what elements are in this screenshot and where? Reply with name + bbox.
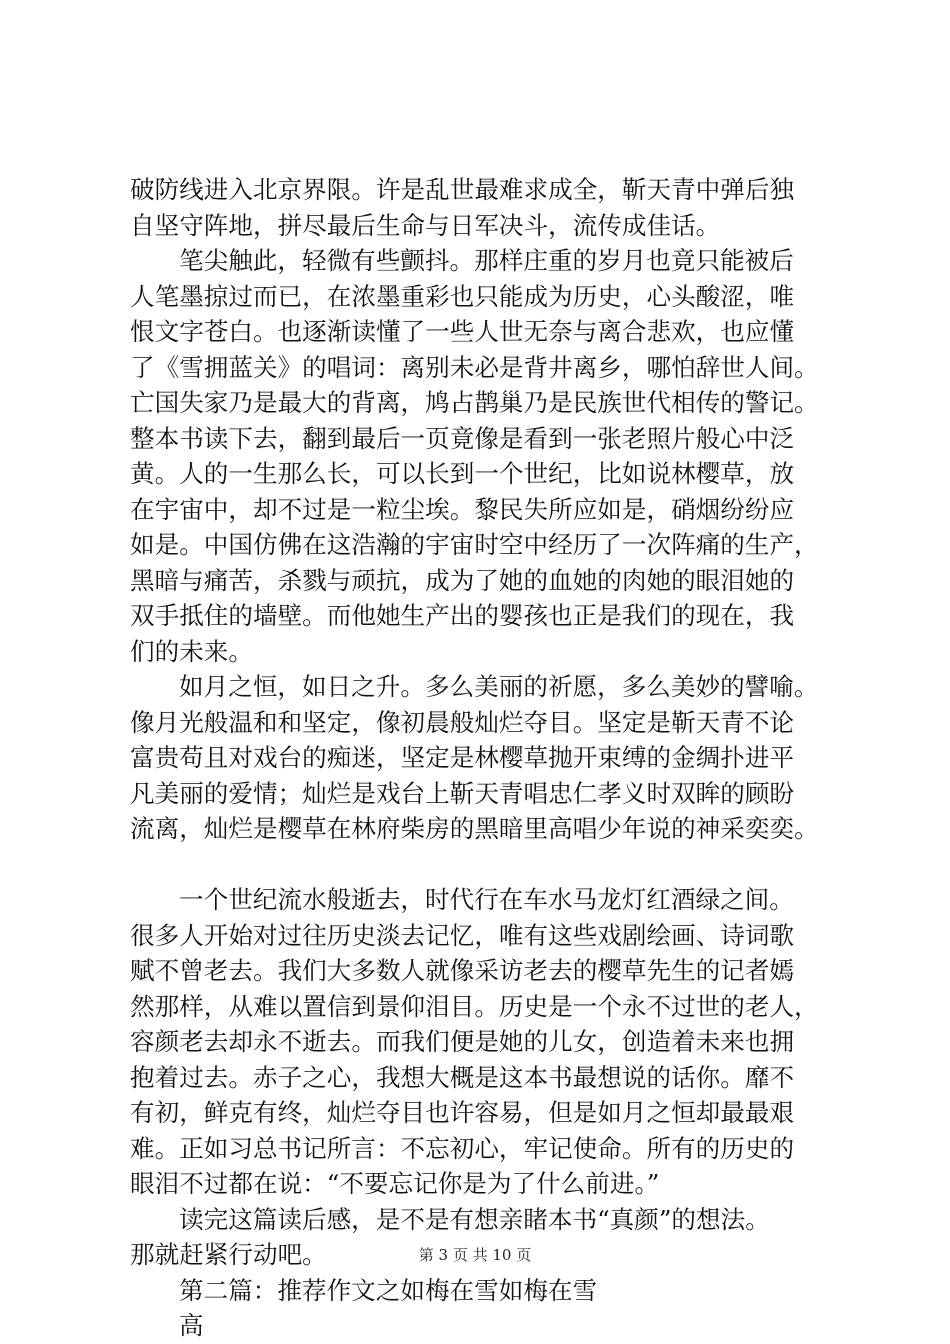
text-line: 很多人开始对过往历史淡去记忆，唯有这些戏剧绘画、诗词歌 bbox=[130, 920, 795, 950]
text-line: 自坚守阵地，拼尽最后生命与日军决斗，流传成佳话。 bbox=[130, 210, 721, 240]
text-line: 在宇宙中，却不过是一粒尘埃。黎民失所应如是，硝烟纷纷应 bbox=[130, 494, 795, 524]
text-line: 高 bbox=[179, 1311, 204, 1340]
text-line: 恨文字苍白。也逐渐读懂了一些人世无奈与离合悲欢，也应懂 bbox=[130, 317, 795, 346]
text-line: 读完这篇读后感，是不是有想亲睹本书“真颜”的想法。 bbox=[179, 1204, 770, 1234]
section-heading: 第二篇：推荐作文之如梅在雪如梅在雪 bbox=[179, 1275, 598, 1305]
text-line: 如月之恒，如日之升。多么美丽的祈愿，多么美妙的譬喻。 bbox=[179, 672, 819, 701]
text-line: 破防线进入北京界限。许是乱世最难求成全，靳天青中弹后独 bbox=[130, 175, 795, 204]
text-line: 黑暗与痛苦，杀戮与顽抗，成为了她的血她的肉她的眼泪她的 bbox=[130, 565, 795, 595]
page-footer: 第 3 页 共 10 页 bbox=[418, 1246, 532, 1264]
text-line: 人笔墨掠过而已，在浓墨重彩也只能成为历史，心头酸涩，唯 bbox=[130, 281, 795, 311]
text-line: 凡美丽的爱情；灿烂是戏台上靳天青唱忠仁孝义时双眸的顾盼 bbox=[130, 778, 795, 808]
document-body bbox=[130, 172, 830, 1344]
text-line: 容颜老去却永不逝去。而我们便是她的儿女，创造着未来也拥 bbox=[130, 1027, 795, 1056]
text-line: 双手抵住的墙壁。而他她生产出的婴孩也正是我们的现在，我 bbox=[130, 601, 795, 630]
text-line: 富贵苟且对戏台的痴迷，坚定是林樱草抛开束缚的金绸扑进平 bbox=[130, 743, 795, 772]
text-line: 有初，鲜克有终，灿烂夺目也许容易，但是如月之恒却最最艰 bbox=[130, 1098, 795, 1127]
text-line: 那就赶紧行动吧。 bbox=[130, 1240, 327, 1269]
text-line: 们的未来。 bbox=[130, 636, 253, 666]
text-line: 像月光般温和和坚定，像初晨般灿烂夺目。坚定是靳天青不论 bbox=[130, 707, 795, 737]
text-line: 整本书读下去，翻到最后一页竟像是看到一张老照片般心中泛 bbox=[130, 423, 795, 453]
text-line: 如是。中国仿佛在这浩瀚的宇宙时空中经历了一次阵痛的生产， bbox=[130, 530, 819, 559]
text-line: 一个世纪流水般逝去，时代行在车水马龙灯红酒绿之间。 bbox=[179, 885, 794, 914]
text-line: 赋不曾老去。我们大多数人就像采访老去的樱草先生的记者嫣 bbox=[130, 956, 795, 985]
blank-line bbox=[130, 847, 830, 883]
text-line: 亡国失家乃是最大的背离，鸠占鹊巢乃是民族世代相传的警记。 bbox=[130, 388, 819, 417]
text-line: 难。正如习总书记所言：不忘初心，牢记使命。所有的历史的 bbox=[130, 1133, 795, 1163]
text-line: 流离，灿烂是樱草在林府柴房的黑暗里高唱少年说的神采奕奕。 bbox=[130, 814, 819, 843]
text-line: 然那样，从难以置信到景仰泪目。历史是一个永不过世的老人， bbox=[130, 991, 819, 1021]
text-line: 抱着过去。赤子之心，我想大概是这本书最想说的话你。靡不 bbox=[130, 1062, 795, 1092]
text-line: 了《雪拥蓝关》的唱词：离别未必是背井离乡，哪怕辞世人间。 bbox=[130, 352, 819, 382]
text-line: 笔尖触此，轻微有些颤抖。那样庄重的岁月也竟只能被后 bbox=[179, 246, 794, 275]
text-line: 眼泪不过都在说：“不要忘记你是为了什么前进。” bbox=[130, 1169, 660, 1198]
text-line: 黄。人的一生那么长，可以长到一个世纪，比如说林樱草，放 bbox=[130, 459, 795, 488]
